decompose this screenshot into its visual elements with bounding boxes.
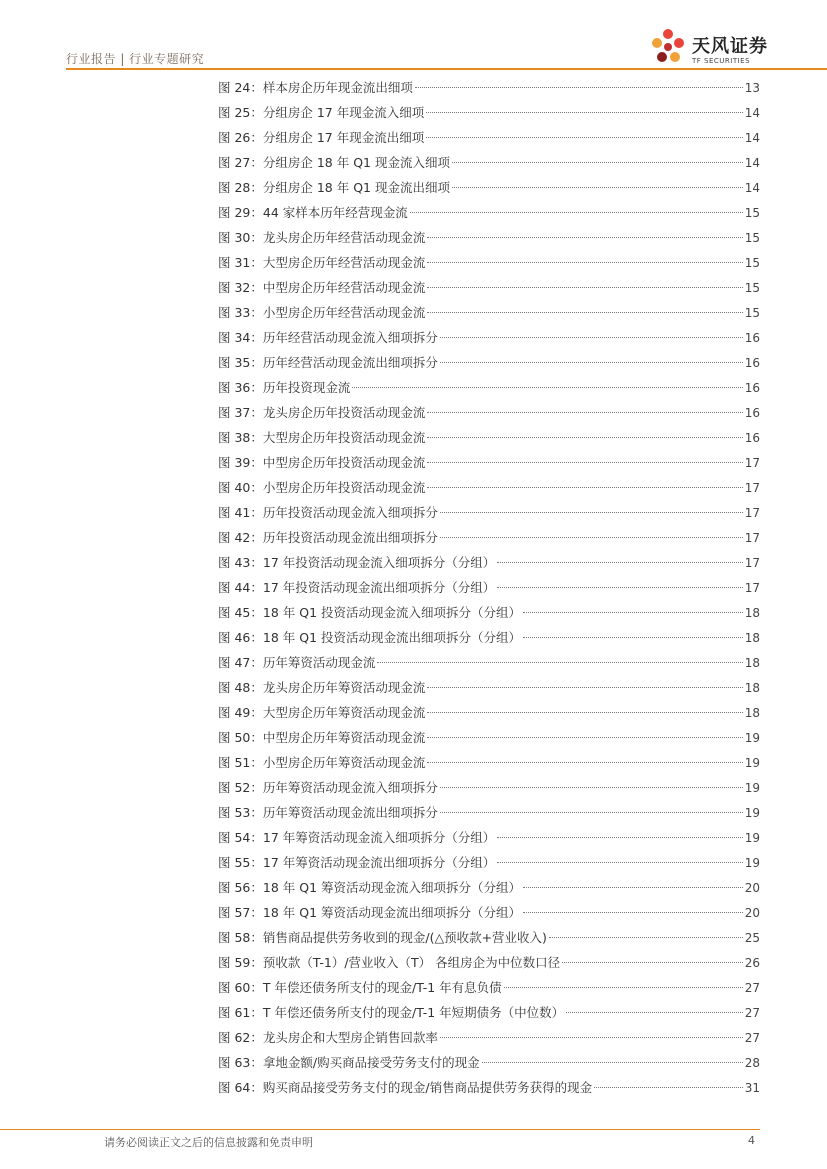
toc-entry-title: 图 28：分组房企 18 年 Q1 现金流出细项 bbox=[218, 180, 450, 195]
toc-entry[interactable] bbox=[218, 854, 760, 879]
toc-entry[interactable] bbox=[218, 679, 760, 704]
toc-entry-title: 图 58：销售商品提供劳务收到的现金/(△预收款+营业收入) bbox=[218, 930, 547, 945]
toc-dot-leader bbox=[566, 1012, 743, 1013]
toc-entry-page: 20 bbox=[744, 906, 760, 920]
toc-entry-title: 图 60：T 年偿还债务所支付的现金/T-1 年有息负债 bbox=[218, 980, 502, 995]
toc-dot-leader bbox=[352, 387, 742, 388]
toc-entry-title: 图 48：龙头房企历年筹资活动现金流 bbox=[218, 680, 426, 695]
toc-entry-page: 16 bbox=[744, 356, 760, 370]
toc-dot-leader bbox=[427, 312, 742, 313]
toc-dot-leader bbox=[440, 1037, 743, 1038]
header-divider bbox=[66, 68, 827, 70]
footer-divider bbox=[0, 1129, 760, 1130]
toc-entry-page: 26 bbox=[744, 956, 760, 970]
toc-dot-leader bbox=[426, 112, 742, 113]
toc-dot-leader bbox=[440, 337, 743, 338]
toc-entry[interactable] bbox=[218, 979, 760, 1004]
toc-entry-page: 16 bbox=[744, 381, 760, 395]
toc-entry-title: 图 49：大型房企历年筹资活动现金流 bbox=[218, 705, 426, 720]
toc-entry-page: 19 bbox=[744, 806, 760, 820]
toc-dot-leader bbox=[594, 1087, 743, 1088]
toc-dot-leader bbox=[427, 487, 742, 488]
toc-entry-title: 图 53：历年筹资活动现金流出细项拆分 bbox=[218, 805, 438, 820]
toc-entry-title: 图 64：购买商品接受劳务支付的现金/销售商品提供劳务获得的现金 bbox=[218, 1080, 593, 1095]
toc-dot-leader bbox=[427, 287, 742, 288]
toc-entry[interactable] bbox=[218, 1029, 760, 1054]
toc-dot-leader bbox=[427, 437, 742, 438]
toc-entry-title: 图 30：龙头房企历年经营活动现金流 bbox=[218, 230, 426, 245]
company-logo bbox=[648, 26, 808, 70]
toc-entry[interactable] bbox=[218, 479, 760, 504]
toc-dot-leader bbox=[440, 812, 743, 813]
toc-entry[interactable] bbox=[218, 104, 760, 129]
figure-index-list bbox=[218, 79, 760, 1104]
toc-entry[interactable] bbox=[218, 654, 760, 679]
toc-dot-leader bbox=[426, 137, 742, 138]
toc-entry-title: 图 34：历年经营活动现金流入细项拆分 bbox=[218, 330, 438, 345]
toc-entry-title: 图 45：18 年 Q1 投资活动现金流入细项拆分（分组） bbox=[218, 605, 521, 620]
toc-entry-title: 图 37：龙头房企历年投资活动现金流 bbox=[218, 405, 426, 420]
toc-entry-page: 18 bbox=[744, 656, 760, 670]
toc-entry[interactable] bbox=[218, 229, 760, 254]
toc-entry-page: 18 bbox=[744, 706, 760, 720]
toc-entry-title: 图 56：18 年 Q1 筹资活动现金流入细项拆分（分组） bbox=[218, 880, 521, 895]
toc-entry-page: 27 bbox=[744, 981, 760, 995]
toc-entry[interactable] bbox=[218, 829, 760, 854]
toc-dot-leader bbox=[415, 87, 743, 88]
toc-entry-page: 20 bbox=[744, 881, 760, 895]
toc-dot-leader bbox=[440, 512, 743, 513]
logo-text-cn: 天风证券 bbox=[692, 36, 768, 57]
toc-entry-title: 图 54：17 年筹资活动现金流入细项拆分（分组） bbox=[218, 830, 496, 845]
toc-entry-page: 18 bbox=[744, 606, 760, 620]
toc-dot-leader bbox=[440, 362, 743, 363]
toc-entry-page: 14 bbox=[744, 131, 760, 145]
toc-entry-title: 图 25：分组房企 17 年现金流入细项 bbox=[218, 105, 425, 120]
toc-entry-page: 27 bbox=[744, 1031, 760, 1045]
toc-entry-page: 19 bbox=[744, 781, 760, 795]
toc-entry-title: 图 36：历年投资现金流 bbox=[218, 380, 351, 395]
toc-entry-title: 图 59：预收款（T-1）/营业收入（T） 各组房企为中位数口径 bbox=[218, 955, 561, 970]
toc-entry-title: 图 29：44 家样本历年经营现金流 bbox=[218, 205, 408, 220]
toc-entry-page: 13 bbox=[744, 81, 760, 95]
toc-dot-leader bbox=[549, 937, 743, 938]
toc-dot-leader bbox=[427, 687, 742, 688]
toc-entry[interactable] bbox=[218, 129, 760, 154]
toc-entry-page: 19 bbox=[744, 756, 760, 770]
toc-entry-page: 18 bbox=[744, 631, 760, 645]
header-category: 行业报告 | 行业专题研究 bbox=[66, 52, 205, 66]
toc-entry[interactable] bbox=[218, 579, 760, 604]
toc-entry[interactable] bbox=[218, 79, 760, 104]
toc-entry-title: 图 31：大型房企历年经营活动现金流 bbox=[218, 255, 426, 270]
toc-dot-leader bbox=[497, 562, 742, 563]
toc-entry-page: 15 bbox=[744, 256, 760, 270]
toc-entry-page: 16 bbox=[744, 406, 760, 420]
toc-entry-page: 14 bbox=[744, 106, 760, 120]
toc-dot-leader bbox=[497, 587, 742, 588]
toc-entry[interactable] bbox=[218, 279, 760, 304]
toc-entry-title: 图 44：17 年投资活动现金流出细项拆分（分组） bbox=[218, 580, 496, 595]
toc-entry-title: 图 52：历年筹资活动现金流入细项拆分 bbox=[218, 780, 438, 795]
toc-entry-title: 图 32：中型房企历年经营活动现金流 bbox=[218, 280, 426, 295]
toc-entry-page: 17 bbox=[744, 531, 760, 545]
toc-dot-leader bbox=[427, 262, 742, 263]
toc-entry[interactable] bbox=[218, 929, 760, 954]
toc-dot-leader bbox=[497, 862, 742, 863]
toc-entry-page: 19 bbox=[744, 831, 760, 845]
toc-entry[interactable] bbox=[218, 904, 760, 929]
toc-entry-page: 15 bbox=[744, 231, 760, 245]
toc-entry-page: 15 bbox=[744, 281, 760, 295]
toc-entry[interactable] bbox=[218, 204, 760, 229]
toc-entry-page: 27 bbox=[744, 1006, 760, 1020]
toc-entry-page: 17 bbox=[744, 456, 760, 470]
toc-entry-page: 19 bbox=[744, 856, 760, 870]
toc-entry-title: 图 51：小型房企历年筹资活动现金流 bbox=[218, 755, 426, 770]
toc-entry-title: 图 42：历年投资活动现金流出细项拆分 bbox=[218, 530, 438, 545]
toc-entry-title: 图 47：历年筹资活动现金流 bbox=[218, 655, 376, 670]
toc-entry[interactable] bbox=[218, 804, 760, 829]
toc-entry-page: 16 bbox=[744, 331, 760, 345]
toc-dot-leader bbox=[427, 462, 742, 463]
toc-dot-leader bbox=[523, 887, 743, 888]
footer-disclaimer: 请务必阅读正文之后的信息披露和免责申明 bbox=[104, 1136, 313, 1149]
toc-entry-title: 图 40：小型房企历年投资活动现金流 bbox=[218, 480, 426, 495]
toc-entry[interactable] bbox=[218, 954, 760, 979]
toc-dot-leader bbox=[452, 162, 743, 163]
toc-entry-page: 17 bbox=[744, 481, 760, 495]
toc-dot-leader bbox=[562, 962, 743, 963]
toc-entry-page: 18 bbox=[744, 681, 760, 695]
toc-entry-page: 25 bbox=[744, 931, 760, 945]
toc-dot-leader bbox=[497, 837, 742, 838]
toc-entry[interactable] bbox=[218, 329, 760, 354]
toc-entry[interactable] bbox=[218, 379, 760, 404]
toc-entry[interactable] bbox=[218, 1079, 760, 1104]
toc-entry-title: 图 50：中型房企历年筹资活动现金流 bbox=[218, 730, 426, 745]
toc-entry-page: 15 bbox=[744, 206, 760, 220]
toc-entry[interactable] bbox=[218, 779, 760, 804]
toc-entry-title: 图 46：18 年 Q1 投资活动现金流出细项拆分（分组） bbox=[218, 630, 521, 645]
toc-entry[interactable] bbox=[218, 179, 760, 204]
toc-entry[interactable] bbox=[218, 254, 760, 279]
toc-entry[interactable] bbox=[218, 504, 760, 529]
toc-dot-leader bbox=[523, 637, 743, 638]
toc-dot-leader bbox=[523, 912, 743, 913]
toc-entry[interactable] bbox=[218, 404, 760, 429]
toc-entry-title: 图 24：样本房企历年现金流出细项 bbox=[218, 80, 413, 95]
toc-entry[interactable] bbox=[218, 429, 760, 454]
toc-entry[interactable] bbox=[218, 1004, 760, 1029]
toc-entry[interactable] bbox=[218, 1054, 760, 1079]
toc-entry[interactable] bbox=[218, 704, 760, 729]
toc-entry-page: 14 bbox=[744, 181, 760, 195]
toc-entry[interactable] bbox=[218, 354, 760, 379]
toc-entry-title: 图 33：小型房企历年经营活动现金流 bbox=[218, 305, 426, 320]
toc-entry-page: 17 bbox=[744, 556, 760, 570]
toc-dot-leader bbox=[427, 412, 742, 413]
toc-entry[interactable] bbox=[218, 754, 760, 779]
toc-entry-title: 图 61：T 年偿还债务所支付的现金/T-1 年短期债务（中位数） bbox=[218, 1005, 565, 1020]
toc-entry[interactable] bbox=[218, 629, 760, 654]
toc-entry-title: 图 38：大型房企历年投资活动现金流 bbox=[218, 430, 426, 445]
toc-entry-page: 19 bbox=[744, 731, 760, 745]
toc-dot-leader bbox=[440, 537, 743, 538]
toc-dot-leader bbox=[377, 662, 742, 663]
toc-entry-title: 图 57：18 年 Q1 筹资活动现金流出细项拆分（分组） bbox=[218, 905, 521, 920]
toc-entry[interactable] bbox=[218, 454, 760, 479]
toc-entry-page: 15 bbox=[744, 306, 760, 320]
toc-dot-leader bbox=[427, 737, 742, 738]
toc-entry-title: 图 55：17 年筹资活动现金流出细项拆分（分组） bbox=[218, 855, 496, 870]
toc-entry-title: 图 41：历年投资活动现金流入细项拆分 bbox=[218, 505, 438, 520]
logo-text-en: TF SECURITIES bbox=[692, 57, 751, 65]
toc-dot-leader bbox=[523, 612, 743, 613]
toc-dot-leader bbox=[504, 987, 743, 988]
toc-entry-title: 图 27：分组房企 18 年 Q1 现金流入细项 bbox=[218, 155, 450, 170]
page-number: 4 bbox=[748, 1134, 755, 1147]
toc-entry[interactable] bbox=[218, 604, 760, 629]
toc-dot-leader bbox=[427, 762, 742, 763]
toc-entry-title: 图 39：中型房企历年投资活动现金流 bbox=[218, 455, 426, 470]
toc-entry-title: 图 35：历年经营活动现金流出细项拆分 bbox=[218, 355, 438, 370]
toc-dot-leader bbox=[427, 237, 742, 238]
toc-dot-leader bbox=[482, 1062, 743, 1063]
toc-entry-title: 图 43：17 年投资活动现金流入细项拆分（分组） bbox=[218, 555, 496, 570]
toc-entry-page: 14 bbox=[744, 156, 760, 170]
toc-entry-page: 16 bbox=[744, 431, 760, 445]
toc-dot-leader bbox=[452, 187, 743, 188]
toc-entry[interactable] bbox=[218, 304, 760, 329]
toc-entry-page: 31 bbox=[744, 1081, 760, 1095]
toc-entry[interactable] bbox=[218, 529, 760, 554]
toc-entry-title: 图 62：龙头房企和大型房企销售回款率 bbox=[218, 1030, 438, 1045]
toc-entry[interactable] bbox=[218, 154, 760, 179]
toc-dot-leader bbox=[440, 787, 743, 788]
toc-entry-page: 17 bbox=[744, 581, 760, 595]
toc-entry-page: 17 bbox=[744, 506, 760, 520]
toc-entry-title: 图 63：拿地金额/购买商品接受劳务支付的现金 bbox=[218, 1055, 480, 1070]
toc-entry[interactable] bbox=[218, 879, 760, 904]
toc-dot-leader bbox=[410, 212, 743, 213]
toc-entry-page: 28 bbox=[744, 1056, 760, 1070]
toc-entry-title: 图 26：分组房企 17 年现金流出细项 bbox=[218, 130, 425, 145]
toc-entry[interactable] bbox=[218, 554, 760, 579]
logo-mark-icon bbox=[648, 26, 688, 70]
toc-entry[interactable] bbox=[218, 729, 760, 754]
toc-dot-leader bbox=[427, 712, 742, 713]
